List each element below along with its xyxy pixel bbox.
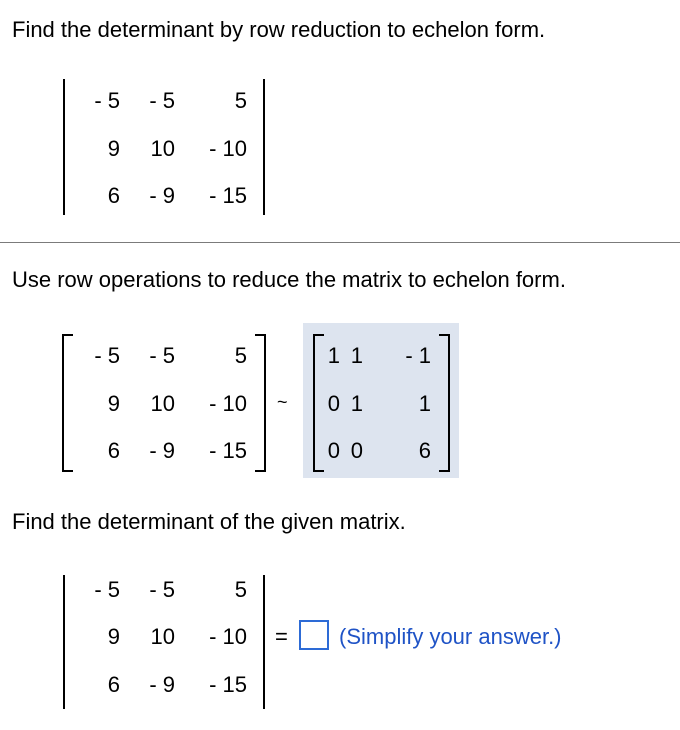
echelon-cell: 0	[350, 438, 363, 463]
echelon-cell: 0	[327, 438, 340, 463]
matrix-cell: - 5	[94, 343, 120, 368]
matrix-cell: 10	[150, 136, 175, 161]
matrix-cell: - 9	[149, 183, 175, 208]
step1-prompt: Use row operations to reduce the matrix to echelon form.	[12, 267, 566, 292]
matrix-cell: 6	[107, 183, 120, 208]
problem-prompt: Find the determinant by row reduction to echelon form.	[12, 17, 546, 42]
determinant-right-bar	[263, 575, 265, 709]
matrix-cell: 6	[107, 438, 120, 463]
equals-sign: =	[275, 624, 288, 649]
echelon-cell: 1	[350, 391, 363, 416]
matrix-cell: - 9	[149, 438, 175, 463]
matrix-cell: 5	[234, 343, 247, 368]
matrix-cell: - 15	[209, 183, 247, 208]
matrix-cell: 9	[107, 624, 120, 649]
echelon-cell: 1	[327, 343, 340, 368]
matrix-cell: - 5	[149, 577, 175, 602]
echelon-cell: 1	[350, 343, 363, 368]
right-bracket	[439, 334, 450, 472]
matrix-cell: 10	[150, 624, 175, 649]
matrix-cell: - 15	[209, 672, 247, 697]
matrix-cell: - 10	[209, 391, 247, 416]
matrix-cell: 5	[234, 88, 247, 113]
matrix-cell: 9	[107, 391, 120, 416]
matrix-cell: - 10	[209, 136, 247, 161]
matrix-cell: 9	[107, 136, 120, 161]
echelon-cell: 6	[418, 438, 431, 463]
determinant-left-bar	[63, 79, 65, 215]
step2-prompt: Find the determinant of the given matrix.	[12, 509, 406, 534]
matrix-cell: - 5	[149, 88, 175, 113]
matrix-cell: - 5	[94, 577, 120, 602]
left-bracket	[62, 334, 73, 472]
determinant-left-bar	[63, 575, 65, 709]
matrix-cell: 5	[234, 577, 247, 602]
matrix-cell: - 10	[209, 624, 247, 649]
equivalence-symbol: ~	[277, 392, 288, 412]
matrix-cell: - 9	[149, 672, 175, 697]
matrix-cell: - 5	[149, 343, 175, 368]
right-bracket	[255, 334, 266, 472]
section-divider	[0, 242, 680, 243]
simplify-hint: (Simplify your answer.)	[339, 624, 562, 649]
echelon-cell: 1	[418, 391, 431, 416]
matrix-cell: - 5	[94, 88, 120, 113]
matrix-cell: - 15	[209, 438, 247, 463]
matrix-cell: 6	[107, 672, 120, 697]
echelon-cell: 0	[327, 391, 340, 416]
determinant-answer-input[interactable]	[299, 620, 329, 650]
determinant-right-bar	[263, 79, 265, 215]
matrix-cell: 10	[150, 391, 175, 416]
echelon-cell: - 1	[405, 343, 431, 368]
